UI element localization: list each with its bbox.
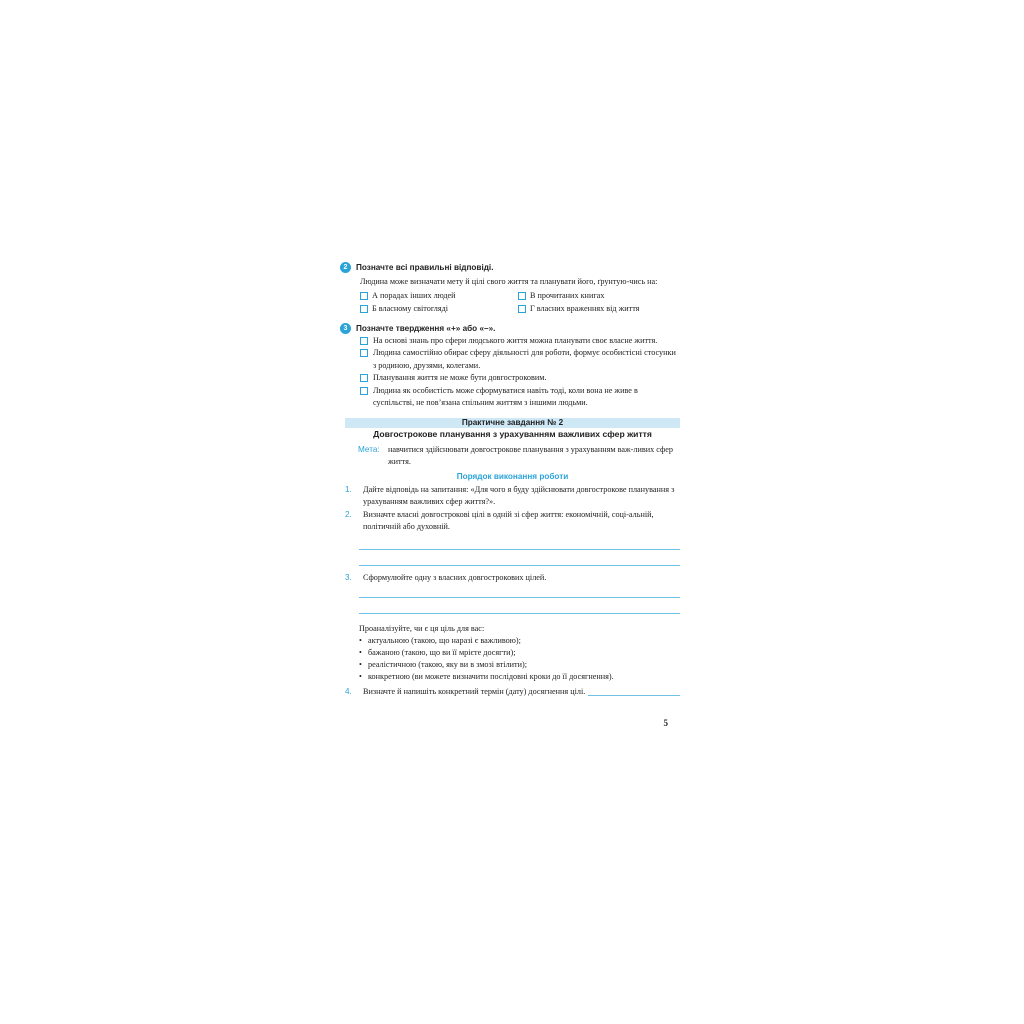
option-v-label: В прочитаних книгах — [530, 290, 605, 300]
option-g[interactable] — [518, 303, 678, 316]
list-item-text: реалістичною (такою, яку ви в змозі втілити); — [368, 659, 528, 669]
list-item — [359, 671, 680, 683]
goal-text: навчитися здійснювати довгострокове планування з урахуванням важ-ливих сфер життя. — [388, 444, 674, 466]
list-item-text: актуальною (такою, що наразі є важливою); — [368, 635, 521, 645]
workbook-page — [340, 262, 680, 728]
step-2-text: Визначте власні довгострокові цілі в одній зі сфер життя: економічній, соці-альній, політичній або духовній. — [363, 509, 654, 531]
procedure-heading: Порядок виконання роботи — [456, 471, 569, 481]
option-b-label: Б власному світогляді — [372, 304, 449, 313]
step-4-number: 4. — [345, 686, 352, 696]
bullet-icon: • — [359, 671, 362, 681]
step-3-number: 3. — [345, 572, 352, 582]
list-item-text: бажаною (такою, що ви її мрієте досягти); — [368, 647, 516, 657]
criteria-list — [340, 635, 680, 683]
answer-line[interactable] — [359, 565, 680, 566]
step-4 — [345, 686, 680, 698]
checkbox[interactable] — [360, 387, 368, 395]
option-v[interactable] — [518, 290, 678, 303]
checkbox[interactable] — [360, 305, 368, 313]
statement-1 — [360, 335, 680, 348]
checkbox[interactable] — [360, 349, 368, 357]
goal-label: Мета: — [358, 444, 380, 454]
statement-4 — [360, 385, 680, 410]
option-g-label: Г власних враженнях від життя — [530, 304, 640, 313]
answer-line[interactable] — [359, 613, 680, 614]
list-item — [359, 659, 680, 671]
step-3 — [345, 572, 680, 584]
checkbox[interactable] — [360, 292, 368, 300]
step-2 — [345, 509, 680, 533]
bullet-icon: • — [359, 635, 362, 645]
option-a-label: А порадах інших людей — [372, 290, 456, 300]
step-1-number: 1. — [345, 484, 352, 494]
task-3-number-badge: 3 — [340, 323, 351, 334]
analyze-intro-text: Проаналізуйте, чи є ця ціль для вас: — [359, 623, 485, 633]
task-2-number-badge: 2 — [340, 262, 351, 273]
checkbox[interactable] — [360, 337, 368, 345]
statement-3 — [360, 372, 680, 385]
list-item-text: конкретною (ви можете визначити послідовні кроки до її досягнення). — [368, 671, 614, 681]
task-3-heading-text: Позначте твердження «+» або «–». — [356, 323, 496, 333]
step-1 — [345, 484, 680, 508]
checkbox[interactable] — [518, 292, 526, 300]
task-2-options — [360, 290, 680, 316]
step-1-text: Дайте відповідь на запитання: «Для чого я буду здійснювати довгострокове планування з урахуванням важливих сфер життя?». — [363, 484, 675, 506]
bullet-icon: • — [359, 659, 362, 669]
answer-line[interactable] — [588, 695, 680, 696]
page-number: 5 — [663, 717, 668, 728]
step-4-text: Визначте й напишіть конкретний термін (дату) досягнення цілі. — [363, 686, 586, 696]
goal — [358, 444, 680, 468]
statement-2-text: Людина самостійно обирає сферу діяльності для роботи, формує особистісні стосунки з родиною, друзями, колегами. — [373, 348, 676, 370]
task-2-heading — [340, 262, 680, 273]
step-2-number: 2. — [345, 509, 352, 519]
checkbox[interactable] — [360, 374, 368, 382]
answer-line[interactable] — [359, 549, 680, 550]
analyze-intro — [359, 623, 680, 635]
statement-2 — [360, 347, 680, 372]
statement-1-text: На основі знань про сфери людського життя можна планувати своє власне життя. — [373, 335, 658, 345]
task-3-heading — [340, 323, 680, 334]
practical-task-title: Довгострокове планування з урахуванням важливих сфер життя — [373, 428, 652, 439]
list-item — [359, 647, 680, 659]
practical-task-banner: Практичне завдання № 2 — [345, 418, 680, 428]
step-3-text: Сформулюйте одну з власних довгострокових цілей. — [363, 572, 547, 582]
answer-line[interactable] — [359, 597, 680, 598]
option-b[interactable] — [360, 303, 518, 316]
task-2-heading-text: Позначте всі правильні відповіді. — [356, 263, 494, 272]
bullet-icon: • — [359, 647, 362, 657]
task-2-intro: Людина може визначати мету й цілі свого життя та планувати його, ґрунтую-чись на: — [360, 277, 658, 286]
list-item — [359, 635, 680, 647]
statement-3-text: Планування життя не може бути довгостроковим. — [373, 373, 547, 382]
task-3-statements — [340, 335, 680, 410]
option-a[interactable] — [360, 290, 518, 303]
statement-4-text: Людина як особистість може сформуватися навіть тоді, коли вона не живе в суспільстві, не пов’язана спільним життям з іншими людьми. — [373, 385, 638, 407]
checkbox[interactable] — [518, 305, 526, 313]
